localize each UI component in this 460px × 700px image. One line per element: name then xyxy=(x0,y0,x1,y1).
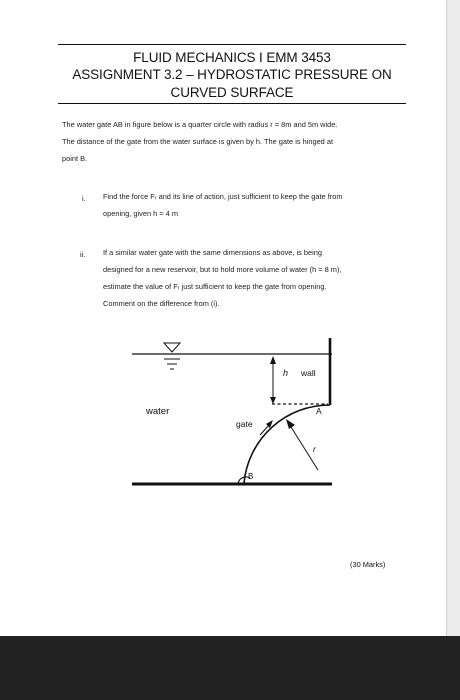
label-radius: r xyxy=(313,444,316,454)
question-2-line-1: If a similar water gate with the same dimensions as above, is being xyxy=(103,248,322,257)
course-title: FLUID MECHANICS I EMM 3453 xyxy=(133,50,331,65)
label-gate: gate xyxy=(236,419,253,429)
assignment-subtitle: CURVED SURFACE xyxy=(170,85,294,100)
question-2-number: ii. xyxy=(80,250,86,259)
question-1-number: i. xyxy=(82,194,86,203)
page-side-strip xyxy=(446,0,460,636)
label-wall: wall xyxy=(301,368,316,378)
label-point-b: B xyxy=(248,472,254,481)
intro-line-3: point B. xyxy=(62,154,88,163)
intro-line-1: The water gate AB in figure below is a quarter circle with radius r = 8m and 5m wide. xyxy=(62,120,338,129)
viewer-bottom-bar xyxy=(0,636,460,700)
question-2-line-3: estimate the value of Fᵣ just sufficient to keep the gate from opening. xyxy=(103,282,327,291)
intro-line-2: The distance of the gate from the water surface is given by h. The gate is hinged at xyxy=(62,137,334,146)
label-water: water xyxy=(146,406,170,417)
question-2-line-4: Comment on the difference from (i). xyxy=(103,299,220,308)
quarter-circle-gate xyxy=(244,405,330,483)
radius-arrow-icon xyxy=(286,419,295,429)
question-2-line-2: designed for a new reservoir, but to hold more volume of water (h = 8 m), xyxy=(103,265,342,274)
h-arrow-up-icon xyxy=(270,356,276,364)
label-h: h xyxy=(283,368,289,378)
question-1-line-2: opening, given h = 4 m xyxy=(103,209,178,218)
question-1-line-1: Find the force Fᵣ and its line of action, just sufficient to keep the gate from xyxy=(103,192,343,201)
label-point-a: A xyxy=(316,406,322,416)
assignment-title: ASSIGNMENT 3.2 – HYDROSTATIC PRESSURE ON xyxy=(72,67,392,82)
h-arrow-down-icon xyxy=(270,397,276,404)
total-marks: (30 Marks) xyxy=(350,560,386,569)
water-level-symbol-icon xyxy=(164,343,180,352)
